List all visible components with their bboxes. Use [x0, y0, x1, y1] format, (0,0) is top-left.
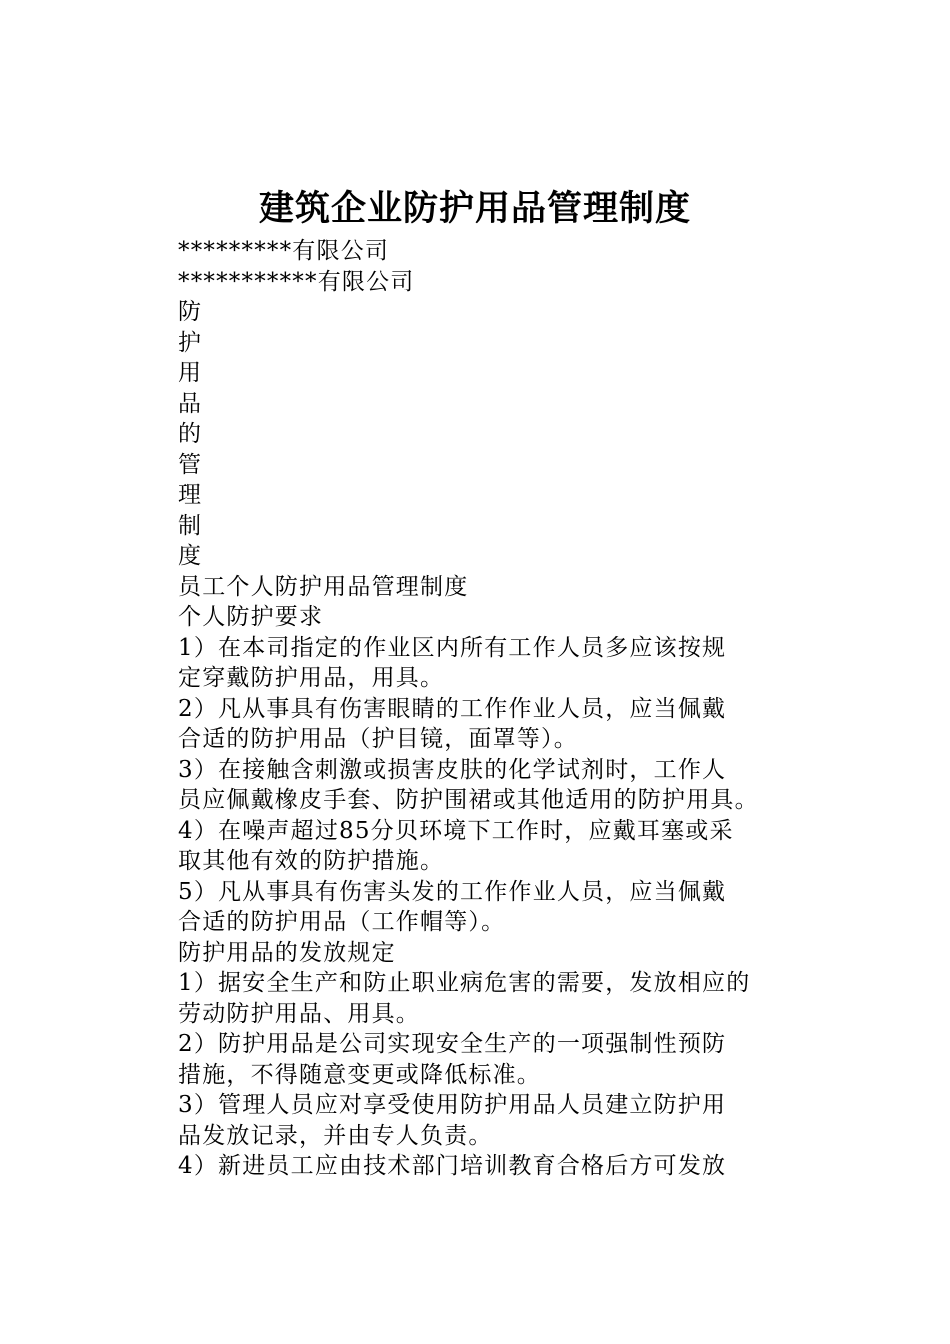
section-heading: 员工个人防护用品管理制度: [178, 573, 469, 600]
paragraph-line: 措施，不得随意变更或降低标准。: [178, 1061, 541, 1088]
paragraph-line: 品发放记录，并由专人负责。: [178, 1122, 493, 1149]
paragraph-line: 员应佩戴橡皮手套、防护围裙或其他适用的防护用具。: [178, 787, 759, 813]
paragraph-line: 合适的防护用品（工作帽等）。: [178, 909, 506, 935]
paragraph-line: 合适的防护用品（护目镜，面罩等）。: [178, 726, 578, 752]
vertical-title-char: 制: [178, 512, 203, 539]
vertical-title-char: 护: [178, 329, 203, 356]
paragraph-line: 2）防护用品是公司实现安全生产的一项强制性预防: [178, 1031, 727, 1057]
company-line-1: *********有限公司: [178, 238, 390, 264]
vertical-title-char: 用: [178, 360, 203, 386]
vertical-title-char: 品: [178, 390, 203, 417]
vertical-title-char: 度: [178, 543, 203, 569]
subsection-heading: 防护用品的发放规定: [178, 939, 396, 966]
vertical-title-char: 理: [178, 482, 203, 508]
document-body: [178, 236, 818, 1182]
paragraph-line: 3）管理人员应对享受使用防护用品人员建立防护用: [178, 1092, 727, 1118]
paragraph-line: 5）凡从事具有伤害头发的工作作业人员，应当佩戴: [178, 878, 727, 905]
document-title: 建筑企业防护用品管理制度: [258, 188, 691, 229]
vertical-title-char: 防: [178, 299, 203, 325]
subsection-heading: 个人防护要求: [178, 604, 324, 630]
paragraph-line: 定穿戴防护用品，用具。: [178, 665, 445, 691]
paragraph-line: 3）在接触含刺激或损害皮肤的化学试剂时，工作人: [178, 756, 727, 783]
paragraph-line: 4）新进员工应由技术部门培训教育合格后方可发放: [178, 1153, 727, 1179]
paragraph-line: 1）据安全生产和防止职业病危害的需要，发放相应的: [178, 970, 751, 996]
paragraph-line: 取其他有效的防护措施。: [178, 848, 445, 874]
paragraph-line: 4）在噪声超过85分贝环境下工作时，应戴耳塞或采: [178, 817, 734, 844]
paragraph-line: 2）凡从事具有伤害眼睛的工作作业人员，应当佩戴: [178, 695, 727, 722]
paragraph-line: 劳动防护用品、用具。: [178, 1000, 420, 1027]
paragraph-line: 1）在本司指定的作业区内所有工作人员多应该按规: [178, 634, 727, 661]
vertical-title-char: 的: [178, 421, 203, 447]
vertical-title-char: 管: [178, 451, 203, 478]
company-line-2: ***********有限公司: [178, 268, 415, 295]
